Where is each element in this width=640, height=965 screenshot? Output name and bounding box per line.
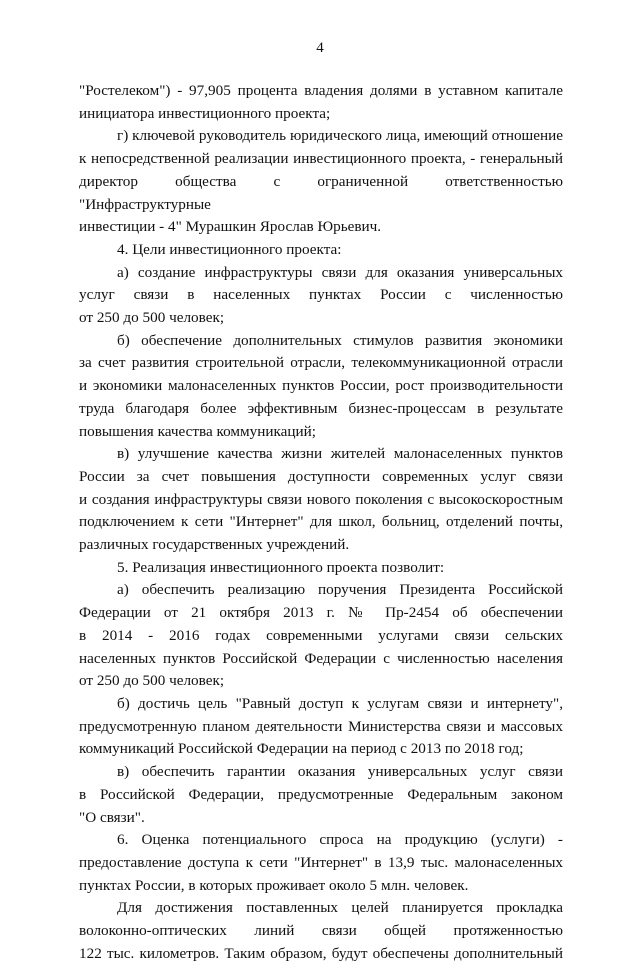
text-line: труда благодаря более эффективным бизнес-процессам в результате	[79, 399, 563, 417]
text-line: Федерации от 21 октября 2013 г. № Пр-2454 об обеспечении	[79, 604, 563, 622]
text-line: к непосредственной реализации инвестиционного проекта, - генеральный	[79, 150, 563, 168]
text-line: б) обеспечение дополнительных стимулов развития экономики	[117, 331, 563, 349]
text-line: России за счет повышения доступности современных услуг связи	[79, 467, 563, 485]
text-line: инициатора инвестиционного проекта;	[79, 104, 331, 122]
text-line: населенных пунктов Российской Федерации с численностью населения	[79, 649, 563, 667]
text-line: а) создание инфраструктуры связи для оказания универсальных	[117, 263, 563, 281]
text-line: в 2014 - 2016 годах современными услугами связи сельских	[79, 626, 563, 644]
page-number: 4	[316, 40, 324, 56]
text-line: волоконно-оптических линий связи общей протяженностью	[79, 922, 563, 940]
text-line: "О связи".	[79, 808, 145, 826]
text-line: предоставление доступа к сети "Интернет" в 13,9 тыс. малонаселенных	[79, 853, 563, 871]
text-line: б) достичь цель "Равный доступ к услугам связи и интернету",	[117, 694, 563, 712]
text-line: услуг связи в населенных пунктах России с численностью	[79, 286, 563, 304]
text-line: от 250 до 500 человек;	[79, 309, 225, 327]
text-line: в Российской Федерации, предусмотренные Федеральным законом	[79, 785, 563, 803]
text-line: предусмотренную планом деятельности Министерства связи и массовых	[79, 717, 563, 735]
document-body	[79, 80, 563, 965]
section-heading: 5. Реализация инвестиционного проекта позволит:	[117, 558, 445, 576]
text-line: коммуникаций Российской Федерации на период с 2013 по 2018 год;	[79, 740, 524, 758]
text-line: в) обеспечить гарантии оказания универсальных услуг связи	[117, 763, 563, 781]
text-line: Для достижения поставленных целей планируется прокладка	[117, 899, 563, 917]
text-line: а) обеспечить реализацию поручения Президента Российской	[117, 581, 563, 599]
text-line: "Ростелеком") - 97,905 процента владения долями в уставном капитале	[79, 82, 563, 99]
text-line: и экономики малонаселенных пунктов России, рост производительности	[79, 377, 563, 395]
text-line: от 250 до 500 человек;	[79, 672, 225, 690]
text-line: в) улучшение качества жизни жителей малонаселенных пунктов	[117, 445, 563, 463]
text-line: директор общества с ограниченной ответственностью "Инфраструктурные	[79, 172, 563, 213]
text-line: пунктах России, в которых проживает около 5 млн. человек.	[79, 876, 469, 894]
text-line: за счет развития строительной отрасли, телекоммуникационной отрасли	[79, 354, 563, 372]
text-line: г) ключевой руководитель юридического лица, имеющий отношение	[117, 127, 563, 145]
section-heading: 6. Оценка потенциального спроса на продукцию (услуги) -	[117, 831, 563, 849]
text-line: 122 тыс. километров. Таким образом, будут обеспечены дополнительный	[79, 944, 563, 962]
text-line: инвестиции - 4" Мурашкин Ярослав Юрьевич.	[79, 218, 382, 236]
text-line: различных государственных учреждений.	[79, 536, 350, 554]
text-line: подключением к сети "Интернет" для школ, больниц, отделений почты,	[79, 513, 563, 531]
section-heading: 4. Цели инвестиционного проекта:	[117, 240, 342, 258]
text-line: повышения качества коммуникаций;	[79, 422, 316, 440]
text-line: и создания инфраструктуры связи нового поколения с высокоскоростным	[79, 490, 563, 508]
